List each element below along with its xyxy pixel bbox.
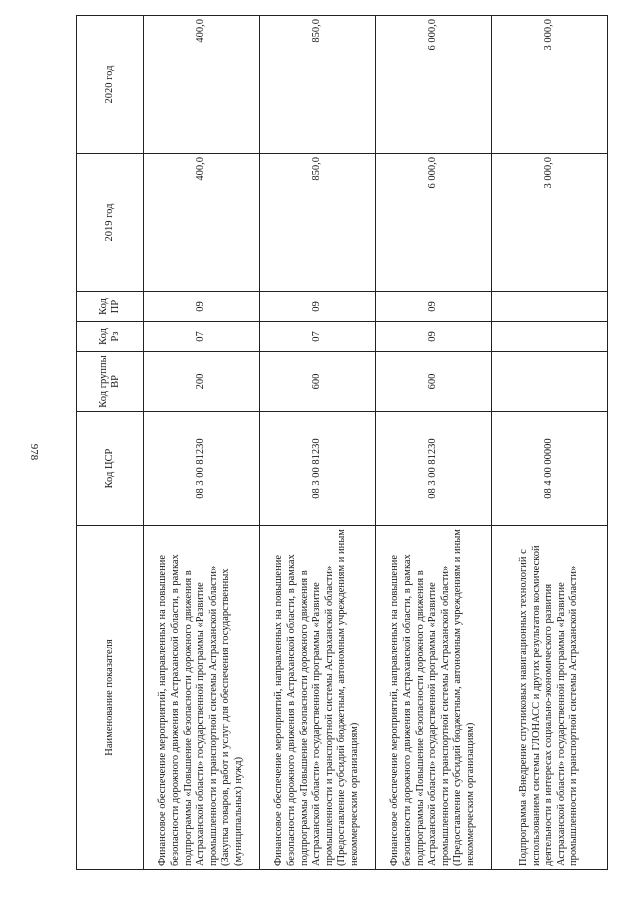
row-name: Финансовое обеспечение мероприятий, направленных на повышение безопасности дорожного движения в Астраханской области, в рамках подпрограммы «Повышение безопасности дорожного движения в Астраханской области» государственной программы «Развитие промышленности и транспортной системы Астраханской области» (Предоставление субсидий бюджетным, автономным учреждениям и иным некоммерческим организациям): [260, 526, 376, 870]
row-vr: 200: [144, 352, 260, 412]
header-name: Наименование показателя: [77, 526, 144, 870]
row-2020: 400,0: [144, 16, 260, 154]
header-2019: 2019 год: [77, 154, 144, 292]
row-name: Финансовое обеспечение мероприятий, направленных на повышение безопасности дорожного движения в Астраханской области, в рамках подпрограммы «Повышение безопасности дорожного движения в Астраханской области» государственной программы «Развитие промышленности и транспортной системы Астраханской области» (Закупка товаров, работ и услуг для обеспечения государственных (муниципальных) нужд): [144, 526, 260, 870]
row-name: Финансовое обеспечение мероприятий, направленных на повышение безопасности дорожного движения в Астраханской области, в рамках подпрограммы «Повышение безопасности дорожного движения в Астраханской области» государственной программы «Развитие промышленности и транспортной системы Астраханской области» (Предоставление субсидий бюджетным, автономным учреждениям и иным некоммерческим организациям): [376, 526, 492, 870]
row-csr: 08 3 00 81230: [376, 412, 492, 526]
header-csr: Код ЦСР: [77, 412, 144, 526]
row-2020: 3 000,0: [492, 16, 608, 154]
row-2019: 6 000,0: [376, 154, 492, 292]
header-2020: 2020 год: [77, 16, 144, 154]
row-rz: 07: [260, 322, 376, 352]
row-2019: 850,0: [260, 154, 376, 292]
row-pr: 09: [260, 292, 376, 322]
table-row: [376, 16, 492, 870]
row-vr: 600: [376, 352, 492, 412]
row-csr: 08 3 00 81230: [144, 412, 260, 526]
row-pr: [492, 292, 608, 322]
row-2020: 6 000,0: [376, 16, 492, 154]
page-number: 978: [28, 443, 40, 461]
row-vr: 600: [260, 352, 376, 412]
table-row: [492, 16, 608, 870]
budget-table: [76, 15, 608, 870]
row-rz: 07: [144, 322, 260, 352]
row-2019: 400,0: [144, 154, 260, 292]
table-row: [144, 16, 260, 870]
row-2019: 3 000,0: [492, 154, 608, 292]
row-csr: 08 3 00 81230: [260, 412, 376, 526]
header-vr: Код группы ВР: [77, 352, 144, 412]
row-rz: [492, 322, 608, 352]
rotated-table-frame: [76, 16, 607, 870]
table-header-row: [77, 16, 144, 870]
header-rz: Код Рз: [77, 322, 144, 352]
table-row: [260, 16, 376, 870]
header-pr: Код ПР: [77, 292, 144, 322]
row-name: Подпрограмма «Внедрение спутниковых навигационных технологий с использованием системы ГЛОНАСС и других результатов космической деятельности в интересах социально-экономического развития Астраханской области» государственной программы «Развитие промышленности и транспортной системы Астраханской области»: [492, 526, 608, 870]
row-pr: 09: [376, 292, 492, 322]
row-csr: 08 4 00 00000: [492, 412, 608, 526]
row-pr: 09: [144, 292, 260, 322]
row-vr: [492, 352, 608, 412]
row-rz: 09: [376, 322, 492, 352]
row-2020: 850,0: [260, 16, 376, 154]
